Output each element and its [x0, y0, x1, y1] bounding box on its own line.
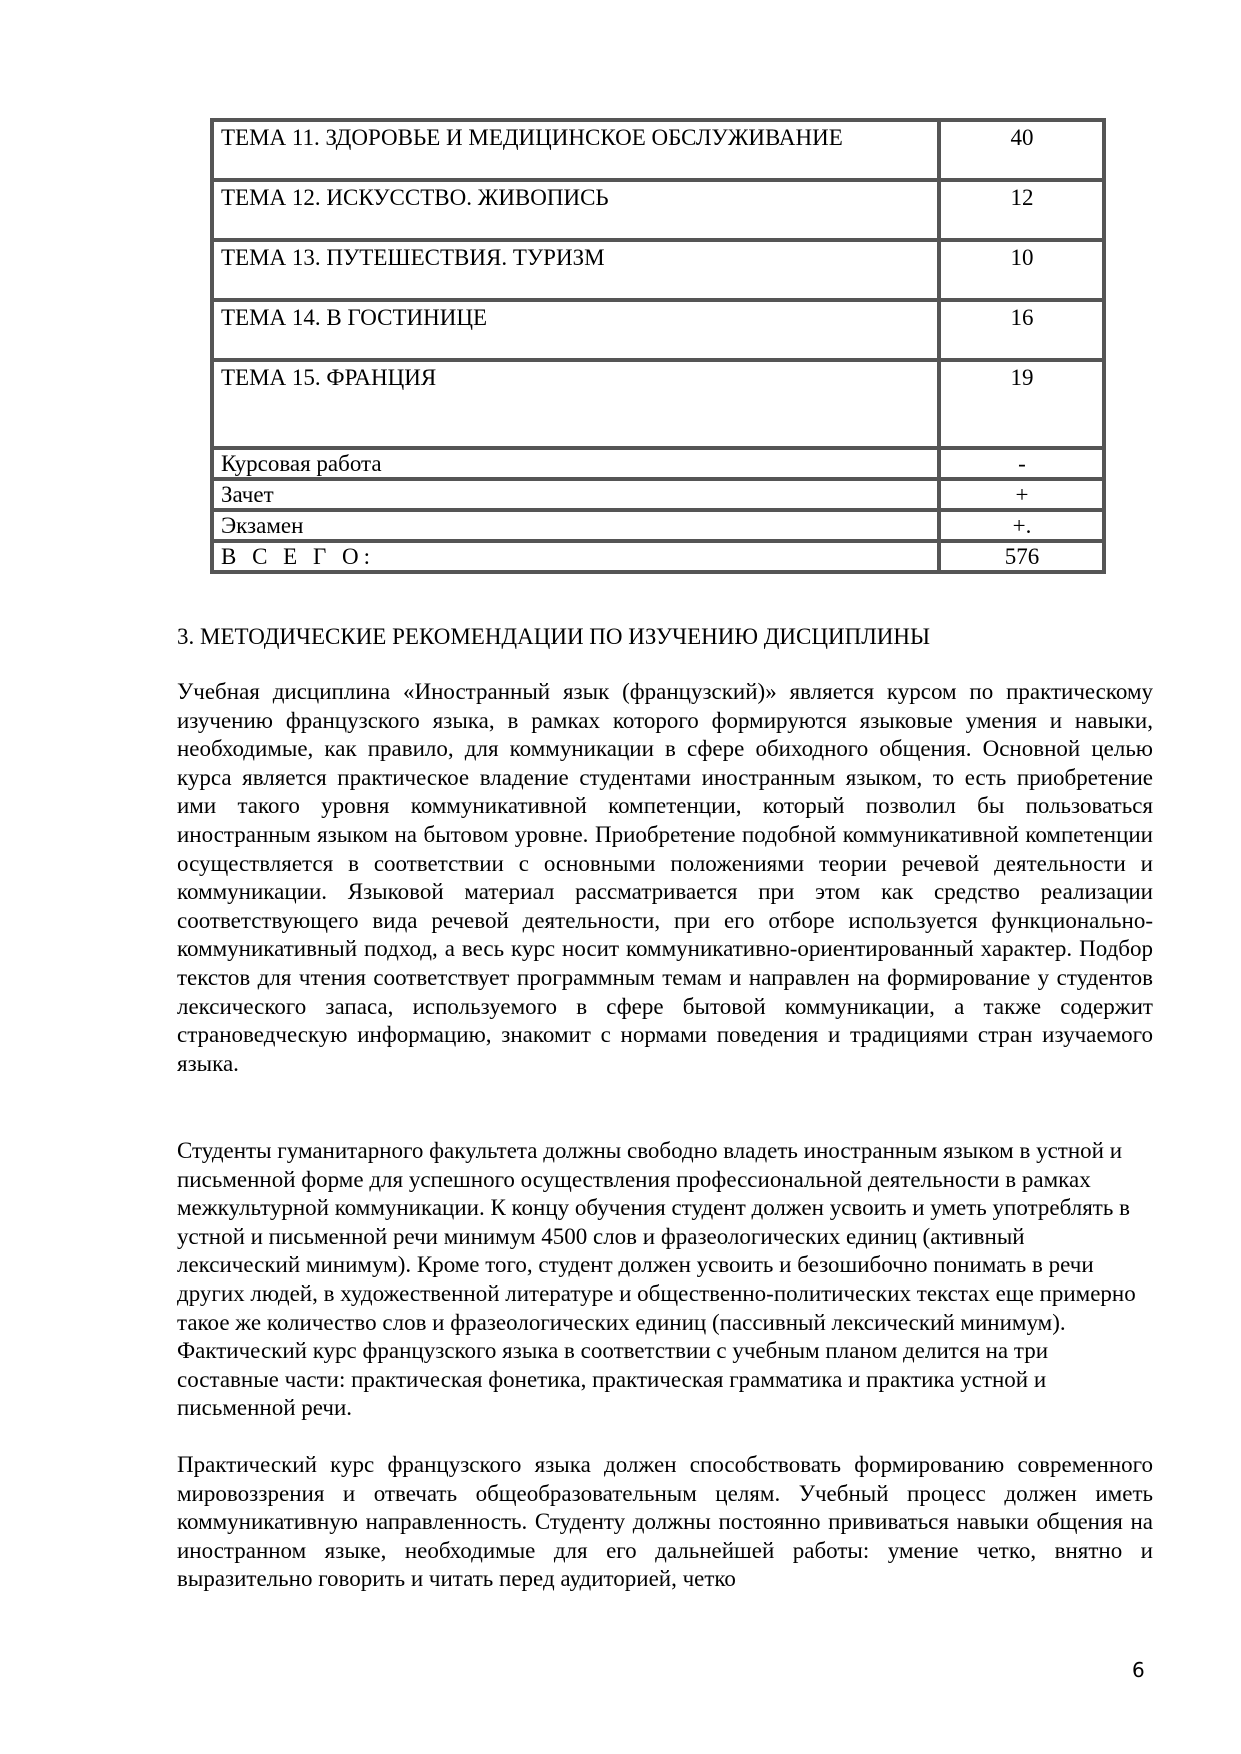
- item-cell: Экзамен: [212, 510, 939, 541]
- table-row: [212, 120, 1104, 180]
- item-cell: Зачет: [212, 479, 939, 510]
- table-row: [212, 448, 1104, 479]
- topic-cell: ТЕМА 12. ИСКУССТВО. ЖИВОПИСЬ: [212, 180, 939, 240]
- item-cell: Курсовая работа: [212, 448, 939, 479]
- paragraph: Студенты гуманитарного факультета должны свободно владеть иностранным языком в устной и письменной форме для успешного осуществления профессиональной деятельности в рамках межкультурной коммуникации. К концу обучения студент должен усвоить и уметь употреблять в устной и письменной речи минимум 4500 слов и фразеологических единиц (активный лексический минимум). Кроме того, студент должен усвоить и безошибочно понимать в речи других людей, в художественной литературе и общественно-политических текстах еще примерно такое же количество слов и фразеологических единиц (пассивный лексический минимум). Фактический курс французского языка в соответствии с учебным планом делится на три составные части: практическая фонетика, практическая грамматика и практика устной и письменной речи.: [177, 1138, 1136, 1421]
- value-cell: +.: [939, 510, 1104, 541]
- table-row: [212, 479, 1104, 510]
- value-cell: -: [939, 448, 1104, 479]
- section-heading: 3. МЕТОДИЧЕСКИЕ РЕКОМЕНДАЦИИ ПО ИЗУЧЕНИЮ ДИСЦИПЛИНЫ: [177, 624, 931, 649]
- total-hours-cell: 576: [939, 541, 1104, 572]
- topic-cell: ТЕМА 14. В ГОСТИНИЦЕ: [212, 300, 939, 360]
- page-number: 6: [1132, 1658, 1145, 1682]
- curriculum-table: [210, 118, 1106, 574]
- value-cell: +: [939, 479, 1104, 510]
- hours-cell: 19: [939, 360, 1104, 448]
- hours-cell: 10: [939, 240, 1104, 300]
- table-row: [212, 180, 1104, 240]
- topic-cell: ТЕМА 13. ПУТЕШЕСТВИЯ. ТУРИЗМ: [212, 240, 939, 300]
- table-row: [212, 360, 1104, 448]
- hours-cell: 16: [939, 300, 1104, 360]
- table-row: [212, 240, 1104, 300]
- table-row: [212, 300, 1104, 360]
- topic-cell: ТЕМА 11. ЗДОРОВЬЕ И МЕДИЦИНСКОЕ ОБСЛУЖИВАНИЕ: [212, 120, 939, 180]
- total-label-cell: В С Е Г О:: [212, 541, 939, 572]
- hours-cell: 40: [939, 120, 1104, 180]
- hours-cell: 12: [939, 180, 1104, 240]
- topic-cell: ТЕМА 15. ФРАНЦИЯ: [212, 360, 939, 448]
- paragraph: Практический курс французского языка должен способствовать формированию современного мировоззрения и отвечать общеобразовательным целям. Учебный процесс должен иметь коммуникативную направленность. Студенту должны постоянно прививаться навыки общения на иностранном языке, необходимые для его дальнейшей работы: умение четко, внятно и выразительно говорить и читать перед аудиторией, четко: [177, 1452, 1153, 1592]
- paragraph: Учебная дисциплина «Иностранный язык (французский)» является курсом по практическому изучению французского языка, в рамках которого формируются языковые умения и навыки, необходимые, как правило, для коммуникации в сфере обиходного общения. Основной целью курса является практическое владение студентами иностранным языком, то есть приобретение ими такого уровня коммуникативной компетенции, который позволил бы пользоваться иностранным языком на бытовом уровне. Приобретение подобной коммуникативной компетенции осуществляется в соответствии с основными положениями теории речевой деятельности и коммуникации. Языковой материал рассматривается при этом как средство реализации соответствующего вида речевой деятельности, при его отборе используется функционально-коммуникативный подход, а весь курс носит коммуникативно-ориентированный характер. Подбор текстов для чтения соответствует программным темам и направлен на формирование у студентов лексического запаса, используемого в сфере бытовой коммуникации, а также содержит страноведческую информацию, знакомит с нормами поведения и традициями стран изучаемого языка.: [177, 679, 1153, 1076]
- table-row: [212, 510, 1104, 541]
- table-total-row: [212, 541, 1104, 572]
